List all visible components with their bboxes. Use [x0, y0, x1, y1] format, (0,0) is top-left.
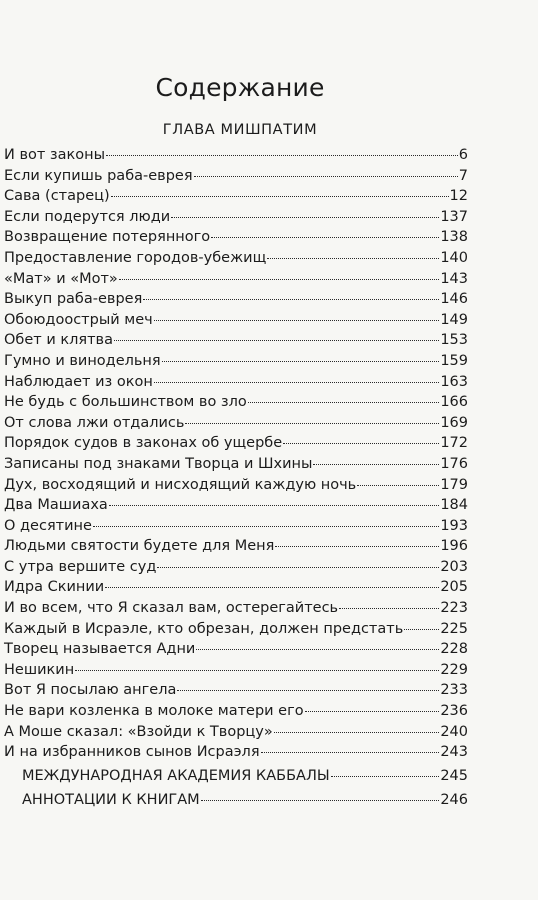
- chapter-title: ГЛАВА МИШПАТИМ: [162, 122, 318, 138]
- dot-leader: [275, 546, 439, 547]
- toc-entry: [4, 639, 468, 660]
- dot-leader: [75, 670, 439, 671]
- dot-leader: [154, 382, 439, 383]
- toc-entry: [4, 269, 468, 290]
- toc-entry-page: 137: [440, 208, 468, 225]
- toc-entry-page: 140: [440, 249, 468, 266]
- toc-entry-page: 228: [440, 641, 468, 658]
- toc-entry-page: 245: [440, 768, 468, 785]
- toc-entry: [4, 680, 468, 701]
- dot-leader: [211, 237, 439, 238]
- toc-entry: [4, 766, 468, 787]
- toc-entry-page: 146: [440, 291, 468, 308]
- dot-leader: [157, 567, 439, 568]
- table-of-contents: [4, 145, 468, 811]
- toc-entry-page: 236: [440, 703, 468, 720]
- toc-entry: [4, 207, 468, 228]
- dot-leader: [313, 464, 439, 465]
- dot-leader: [305, 711, 440, 712]
- toc-entry-title: МЕЖДУНАРОДНАЯ АКАДЕМИЯ КАББАЛЫ: [22, 768, 330, 785]
- dot-leader: [162, 361, 440, 362]
- dot-leader: [274, 732, 440, 733]
- dot-leader: [201, 800, 440, 801]
- toc-entry-title: Людьми святости будете для Меня: [4, 538, 275, 555]
- toc-entry-page: 225: [440, 620, 468, 637]
- toc-entry-page: 184: [440, 497, 468, 514]
- toc-entry: [4, 660, 468, 681]
- toc-entry-page: 138: [440, 229, 468, 246]
- toc-entry: [4, 536, 468, 557]
- toc-entry: [4, 330, 468, 351]
- toc-entry-title: И на избранников сынов Исраэля: [4, 744, 260, 761]
- toc-entry-page: 172: [440, 435, 468, 452]
- toc-entry-page: 179: [440, 476, 468, 493]
- toc-entry-title: Выкуп раба-еврея: [4, 291, 143, 308]
- toc-entry: [4, 475, 468, 496]
- toc-entry-title: Предоставление городов-убежищ: [4, 249, 267, 266]
- toc-entry: [4, 516, 468, 537]
- toc-entry: [4, 598, 468, 619]
- toc-entry-title: Идра Скинии: [4, 579, 105, 596]
- toc-entry-page: 163: [440, 373, 468, 390]
- dot-leader: [248, 402, 440, 403]
- toc-entry-page: 246: [440, 792, 468, 809]
- dot-leader: [93, 526, 439, 527]
- toc-entry: [4, 557, 468, 578]
- toc-entry-page: 223: [440, 600, 468, 617]
- dot-leader: [143, 299, 439, 300]
- toc-entry-title: Обоюдоострый меч: [4, 311, 153, 328]
- dot-leader: [109, 505, 440, 506]
- toc-entry: [4, 145, 468, 166]
- dot-leader: [196, 649, 439, 650]
- toc-entry-title: Записаны под знаками Творца и Шхины: [4, 455, 313, 472]
- dot-leader: [185, 423, 439, 424]
- toc-entry-title: Гумно и винодельня: [4, 352, 161, 369]
- dot-leader: [267, 258, 439, 259]
- toc-entry-page: 240: [440, 723, 468, 740]
- toc-entry-title: Творец называется Адни: [4, 641, 196, 658]
- toc-entry: [4, 701, 468, 722]
- page-title: Содержание: [155, 73, 325, 102]
- toc-entry-title: Вот Я посылаю ангела: [4, 682, 177, 699]
- toc-entry: [4, 495, 468, 516]
- toc-entry-page: 149: [440, 311, 468, 328]
- toc-entry-page: 169: [440, 414, 468, 431]
- toc-entry-page: 203: [440, 558, 468, 575]
- dot-leader: [106, 155, 458, 156]
- dot-leader: [154, 320, 440, 321]
- toc-entry-page: 6: [458, 147, 468, 163]
- toc-entry-title: Наблюдает из окон: [4, 373, 153, 390]
- toc-entry-title: АННОТАЦИИ К КНИГАМ: [22, 792, 200, 809]
- toc-entry-page: 176: [440, 455, 468, 472]
- dot-leader: [119, 279, 440, 280]
- toc-entry: [4, 433, 468, 454]
- toc-entry: [4, 372, 468, 393]
- toc-entry-title: И во всем, что Я сказал вам, остерегайтесь: [4, 600, 339, 617]
- toc-entry-page: 12: [449, 188, 468, 205]
- toc-entry-page: 159: [440, 352, 468, 369]
- toc-entry-title: Не будь с большинством во зло: [4, 394, 247, 411]
- toc-entry-title: Порядок судов в законах об ущербе: [4, 435, 283, 452]
- toc-entry-page: 229: [440, 661, 468, 678]
- dot-leader: [357, 485, 439, 486]
- dot-leader: [283, 443, 439, 444]
- dot-leader: [331, 776, 440, 777]
- toc-entry: [4, 577, 468, 598]
- dot-leader: [177, 690, 439, 691]
- toc-entry-title: С утра вершите суд: [4, 558, 157, 575]
- dot-leader: [194, 176, 458, 177]
- toc-entry: [4, 413, 468, 434]
- toc-entry-title: Если купишь раба-еврея: [4, 167, 193, 184]
- toc-entry-page: 233: [440, 682, 468, 699]
- toc-entry: [4, 289, 468, 310]
- toc-entry: [4, 392, 468, 413]
- toc-entry-title: Обет и клятва: [4, 332, 113, 349]
- toc-entry: [4, 227, 468, 248]
- toc-entry-page: 166: [440, 394, 468, 411]
- toc-entry: [4, 166, 468, 187]
- toc-entry-title: А Моше сказал: «Взойди к Творцу»: [4, 723, 273, 740]
- toc-entry: [4, 619, 468, 640]
- toc-entry: [4, 742, 468, 763]
- toc-entry: [4, 454, 468, 475]
- toc-entry-page: 193: [440, 517, 468, 534]
- dot-leader: [105, 587, 439, 588]
- toc-entry: [4, 186, 468, 207]
- toc-entry-title: «Мат» и «Мот»: [4, 270, 118, 287]
- toc-entry-title: О десятине: [4, 517, 92, 534]
- toc-entry-title: Каждый в Исраэле, кто обрезан, должен предстать: [4, 620, 404, 637]
- toc-entry: [4, 722, 468, 743]
- toc-entry-page: 196: [440, 538, 468, 555]
- toc-entry-title: Дух, восходящий и нисходящий каждую ночь: [4, 476, 357, 493]
- toc-entry: [4, 310, 468, 331]
- toc-entry-title: И вот законы: [4, 147, 106, 163]
- dot-leader: [171, 217, 439, 218]
- toc-entry-title: Если подерутся люди: [4, 208, 171, 225]
- dot-leader: [111, 196, 449, 197]
- toc-entry: [4, 248, 468, 269]
- toc-entry-page: 153: [440, 332, 468, 349]
- toc-entry-page: 243: [440, 744, 468, 761]
- toc-entry-page: 205: [440, 579, 468, 596]
- toc-entry-title: Не вари козленка в молоке матери его: [4, 703, 304, 720]
- toc-entry-page: 143: [440, 270, 468, 287]
- toc-entry-title: От слова лжи отдались: [4, 414, 185, 431]
- toc-entry-title: Сава (старец): [4, 188, 110, 205]
- dot-leader: [339, 608, 439, 609]
- toc-entry-title: Два Машиаха: [4, 497, 108, 514]
- dot-leader: [404, 629, 439, 630]
- toc-entry: [4, 351, 468, 372]
- toc-entry-title: Нешикин: [4, 661, 75, 678]
- toc-entry-page: 7: [458, 167, 468, 184]
- toc-entry-title: Возвращение потерянного: [4, 229, 211, 246]
- dot-leader: [114, 340, 439, 341]
- dot-leader: [261, 752, 440, 753]
- toc-entry: [4, 790, 468, 811]
